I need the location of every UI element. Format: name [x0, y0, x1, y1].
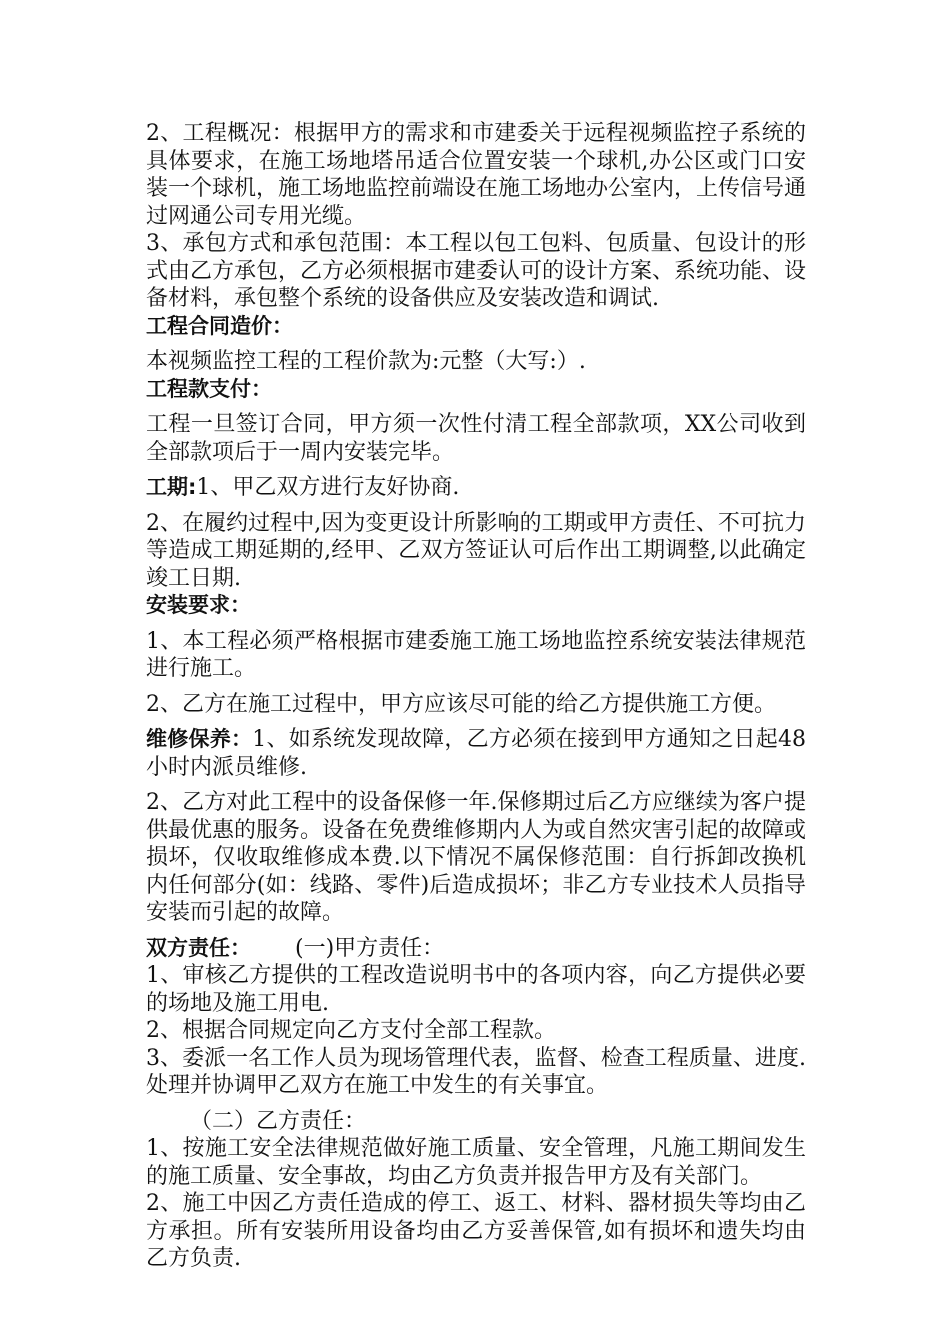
install-item-2: 2、乙方在施工过程中，甲方应该尽可能的给乙方提供施工方便。 — [146, 691, 776, 717]
party-a-item-2: 2、根据合同规定向乙方支付全部工程款。 — [146, 1018, 556, 1043]
project-overview-paragraph: 2、工程概况：根据甲方的需求和市建委关于远程视频监控子系统的具体要求，在施工场地塔吊适合位置安装一个球机,办公区或门口安装一个球机，施工场地监控前端设在施工场地办公室内，上传信号通过网通公司专用光缆。 — [146, 121, 807, 229]
price-paragraph: 本视频监控工程的工程价款为:元整（大写:）. — [146, 349, 586, 374]
maintenance-item-2: 2、乙方对此工程中的设备保修一年.保修期过后乙方应继续为客户提供最优惠的服务。设备在免费维修期内人为或自然灾害引起的故障或损坏，仅收取维修成本费.以下情况不属保修范围：自行拆卸改换机内任何部分(如：线路、零件)后造成损坏；非乙方专业技术人员指导安装而引起的故障。 — [146, 790, 807, 925]
install-item-1: 1、本工程必须严格根据市建委施工施工场地监控系统安装法律规范进行施工。 — [146, 628, 806, 681]
party-a-heading: (一)甲方责任： — [295, 935, 445, 961]
party-a-item-3: 3、委派一名工作人员为现场管理代表，监督、检查工程质量、进度.处理并协调甲乙双方在施工中发生的有关事宜。 — [146, 1045, 806, 1098]
party-b-item-2: 2、施工中因乙方责任造成的停工、返工、材料、器材损失等均由乙方承担。所有安装所用设备均由乙方妥善保管,如有损坏和遗失均由乙方负责. — [146, 1191, 806, 1271]
period-item-2: 2、在履约过程中,因为变更设计所影响的工期或甲方责任、不可抗力等造成工期延期的,经甲、乙双方签证认可后作出工期调整,以此确定竣工日期. — [146, 510, 806, 591]
maintenance-item-1: 1、如系统发现故障，乙方必须在接到甲方通知之日起48小时内派员维修. — [146, 727, 807, 780]
maintenance-heading: 维修保养： — [146, 727, 253, 751]
payment-paragraph: 工程一旦签订合同，甲方须一次性付清工程全部款项，XX公司收到全部款项后于一周内安装完毕。 — [146, 412, 806, 465]
party-a-item-1: 1、审核乙方提供的工程改造说明书中的各项内容，向乙方提供必要的场地及施工用电. — [146, 963, 806, 1016]
party-b-item-1: 1、按施工安全法律规范做好施工质量、安全管理，凡施工期间发生的施工质量、安全事故，均由乙方负责并报告甲方及有关部门。 — [146, 1136, 806, 1189]
maintenance-paragraph — [146, 726, 806, 781]
responsibility-paragraph — [146, 935, 806, 963]
payment-heading: 工程款支付： — [146, 376, 272, 401]
contract-scope-paragraph: 3、承包方式和承包范围：本工程以包工包料、包质量、包设计的形式由乙方承包，乙方必须根据市建委认可的设计方案、系统功能、设备材料，承包整个系统的设备供应及安装改造和调试. — [146, 231, 807, 311]
install-heading: 安装要求： — [146, 593, 251, 617]
period-item-1: 1、甲乙双方进行友好协商. — [196, 475, 460, 500]
document-page — [146, 120, 806, 1273]
period-heading: 工期: — [146, 475, 197, 499]
party-b-heading: （二）乙方责任： — [190, 1108, 367, 1134]
price-heading: 工程合同造价： — [146, 313, 293, 338]
responsibility-heading: 双方责任： — [146, 935, 251, 960]
period-paragraph — [146, 474, 806, 502]
